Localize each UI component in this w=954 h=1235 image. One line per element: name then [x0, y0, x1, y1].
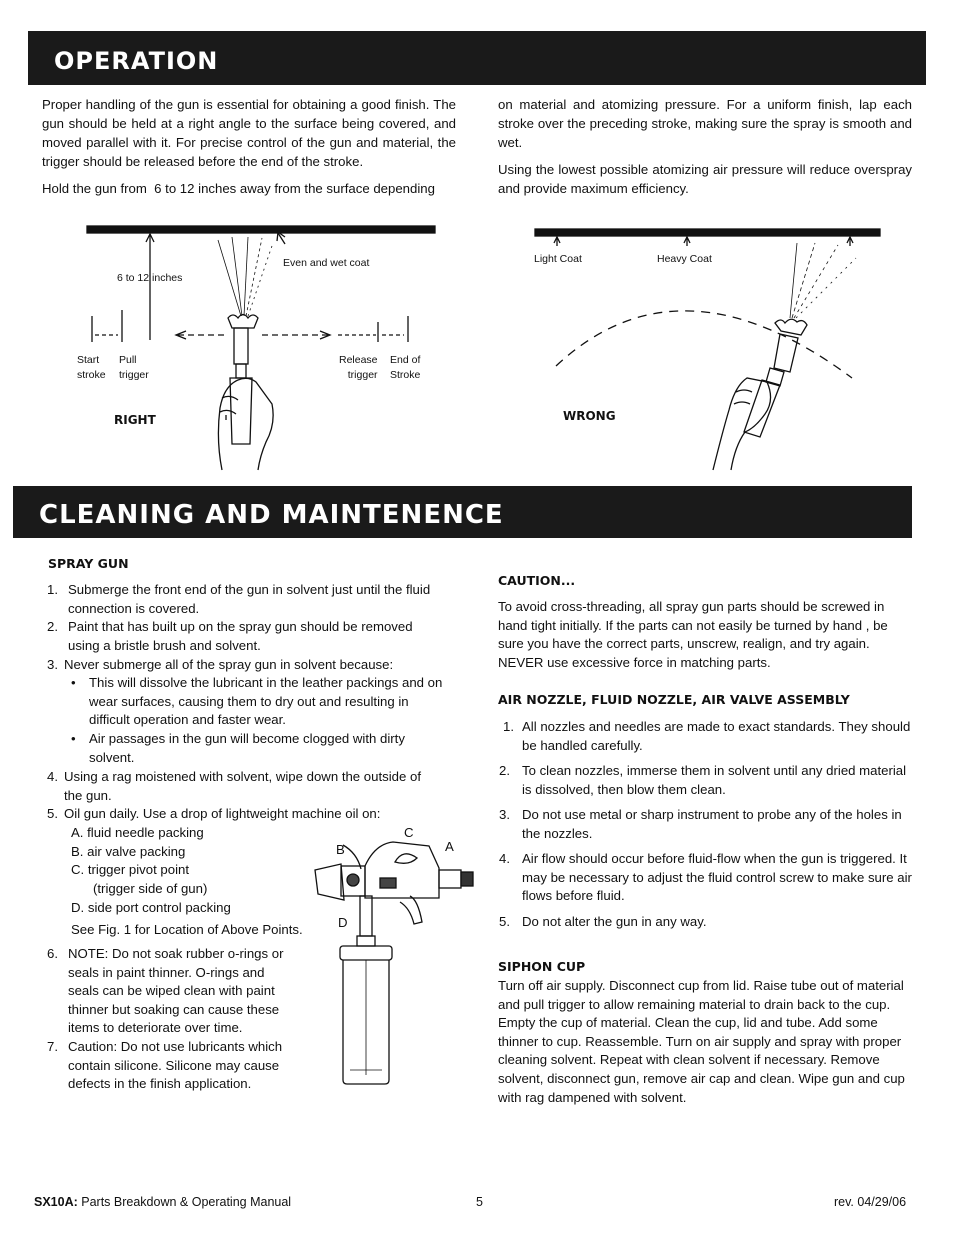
operation-para-3: on material and atomizing pressure. For a uniform finish, lap each stroke over the preceding stroke, making sure the spray is smooth and wet. [498, 97, 912, 150]
distance-label: 6 to 12 inches [117, 272, 183, 284]
right-caption: RIGHT [114, 413, 156, 427]
footer-title [34, 1195, 291, 1209]
wrong-caption: WRONG [563, 409, 616, 423]
footer-manual: Parts Breakdown & Operating Manual [77, 1195, 292, 1209]
list-item: 5. Do not alter the gun in any way. [499, 914, 707, 929]
page-number: 5 [476, 1195, 483, 1209]
cleaning-title: CLEANING AND MAINTENENCE [39, 500, 504, 530]
operation-title: OPERATION [54, 47, 219, 75]
fig-label-a: A [445, 839, 454, 854]
list-item: 3. Do not use metal or sharp instrument to probe any of the holes in the nozzles. [499, 807, 902, 841]
list-item: C. trigger pivot point [71, 862, 190, 877]
fig-label-c: C [404, 825, 414, 840]
list-item: (trigger side of gun) [93, 881, 208, 896]
list-item: D. side port control packing [71, 900, 231, 915]
operation-para-4: Using the lowest possible atomizing air pressure will reduce overspray and provide maximum efficiency. [498, 162, 912, 196]
list-item: • Air passages in the gun will become clogged with dirty solvent. [71, 731, 405, 765]
end-stroke-label: End of Stroke [390, 354, 421, 381]
pull-trigger-label: Pull trigger [119, 354, 149, 381]
list-item: 4. Using a rag moistened with solvent, wipe down the outside of the gun. [47, 769, 421, 803]
list-item: 2. To clean nozzles, immerse them in solvent until any dried material is dissolved, then blow them clean. [499, 763, 907, 797]
nozzle-heading: AIR NOZZLE, FLUID NOZZLE, AIR VALVE ASSEMBLY [498, 692, 850, 707]
list-item: 2. Paint that has built up on the spray gun should be removed using a bristle brush and solvent. [47, 619, 413, 653]
even-coat-label: Even and wet coat [283, 257, 370, 269]
footer-model: SX10A: [34, 1195, 78, 1209]
caution-heading: CAUTION... [498, 573, 576, 588]
spray-gun-heading: SPRAY GUN [48, 556, 129, 571]
operation-para-2: Hold the gun from 6 to 12 inches away from the surface depending [42, 181, 435, 196]
list-item: 3. Never submerge all of the spray gun in solvent because: [47, 657, 394, 672]
light-coat-label: Light Coat [534, 253, 582, 265]
heavy-coat-label: Heavy Coat [657, 253, 712, 265]
caution-text: To avoid cross-threading, all spray gun parts should be screwed in hand tight initially. If the parts can not easily be turned by hand , be sure you have the correct parts, unscrew, realign, and try again. NEVER use excessive force in matching parts. [498, 599, 888, 670]
list-item: 5. Oil gun daily. Use a drop of lightweight machine oil on: [47, 806, 381, 821]
siphon-heading: SIPHON CUP [498, 959, 586, 974]
fig-label-d: D [338, 915, 348, 930]
start-stroke-label: Start stroke [77, 354, 106, 381]
revision-date: rev. 04/29/06 [834, 1195, 907, 1209]
list-item: B. air valve packing [71, 844, 186, 859]
list-item: 1. Submerge the front end of the gun in solvent just until the fluid connection is covered. [47, 582, 431, 616]
list-item: 7. Caution: Do not use lubricants which contain silicone. Silicone may cause defects in the finish application. [47, 1039, 283, 1091]
list-item: • This will dissolve the lubricant in the leather packings and on wear surfaces, causing them to dry out and resulting in difficult operation and faster wear. [71, 675, 443, 727]
list-item: 6. NOTE: Do not soak rubber o-rings or seals in paint thinner. O-rings and seals can be wiped clean with paint thinner but soaking can cause these items to deteriorate over time. [47, 946, 284, 1035]
siphon-text: Turn off air supply. Disconnect cup from lid. Raise tube out of material and pull trigger to allow remaining material to drain back to the cup. Empty the cup of material. Clean the cup, lid and tube. Add some thinner to cup. Reassemble. Turn on air supply and spray with proper cleaning solvent. Repeat with clean solvent if necessary. Remove solvent, disconnect gun, remove air cap and clean. Wipe gun and cup with rag dampened with solvent. [498, 978, 905, 1105]
fig-reference: See Fig. 1 for Location of Above Points. [71, 922, 303, 937]
fig-label-b: B [336, 842, 345, 857]
list-item: 1. All nozzles and needles are made to exact standards. They should be handled carefully. [503, 719, 911, 753]
list-item: 4. Air flow should occur before fluid-flow when the gun is triggered. It may be necessary to adjust the fluid control screw to make sure air flows before fluid. [499, 851, 912, 903]
operation-para-1: Proper handling of the gun is essential for obtaining a good finish. The gun should be held at a right angle to the surface being covered, and moved parallel with it. For precise control of the gun and material, the trigger should be released before the end of the stroke. [42, 97, 456, 169]
list-item: A. fluid needle packing [71, 825, 204, 840]
release-trigger-label: Release trigger [339, 354, 378, 381]
